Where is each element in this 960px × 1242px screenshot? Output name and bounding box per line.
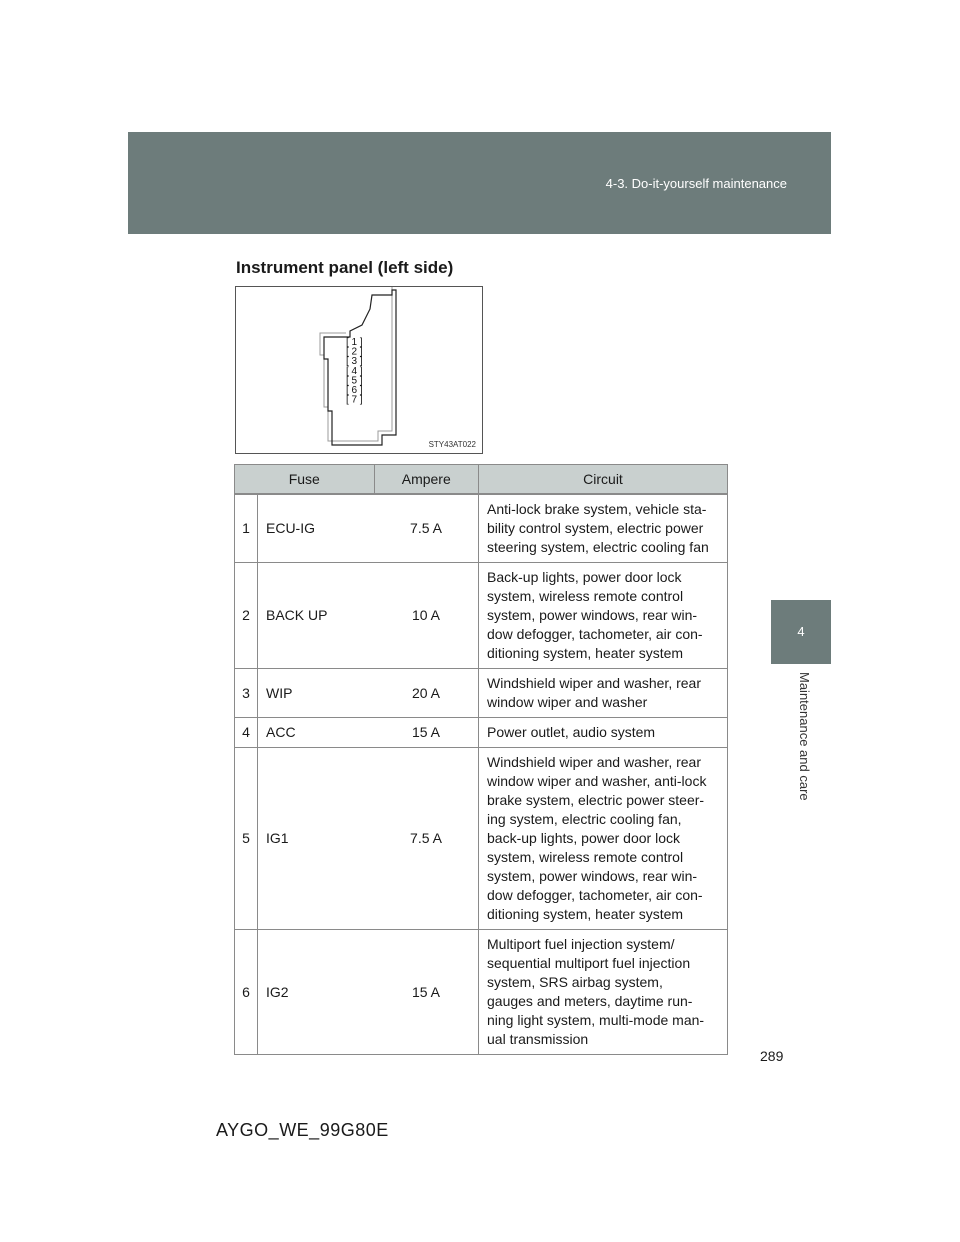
fuse-slots: [346, 337, 363, 406]
fuse-circuit: Back-up lights, power door lock system, wireless remote control system, power windows, rear win- dow defogger, tachometer, air con- ditioning system, heater system: [479, 563, 728, 669]
table-row: [235, 930, 728, 1055]
fuse-name: WIP: [258, 669, 375, 718]
fuse-ampere: 20 A: [374, 669, 479, 718]
fuse-number: 6: [235, 930, 258, 1055]
chapter-number: 4: [797, 624, 805, 639]
fuse-ampere: 15 A: [374, 718, 479, 748]
document-code: AYGO_WE_99G80E: [216, 1120, 389, 1140]
fuse-number: 2: [235, 563, 258, 669]
fuse-name: IG2: [258, 930, 375, 1055]
figure-code: STY43AT022: [428, 440, 476, 449]
fuse-number: 3: [235, 669, 258, 718]
header-fuse: Fuse: [235, 465, 375, 495]
fuse-slot-label: [ 2 ]: [346, 346, 363, 358]
table-row: [235, 718, 728, 748]
section-title: Instrument panel (left side): [236, 258, 454, 277]
fuse-circuit: Multiport fuel injection system/ sequential multiport fuel injection system, SRS airbag system, gauges and meters, daytime run- ning light system, multi-mode man- ual transmission: [479, 930, 728, 1055]
fuse-ampere: 15 A: [374, 930, 479, 1055]
fuse-slot-label: [ 4 ]: [346, 365, 363, 377]
fuse-circuit: Windshield wiper and washer, rear window wiper and washer, anti-lock brake system, electric power steer- ing system, electric cooling fan, back-up lights, power door lock system, wireless remote control system, power windows, rear win- dow defogger, tachometer, air con- ditioning system, heater system: [479, 748, 728, 930]
header-ampere: Ampere: [374, 465, 479, 495]
fuse-ampere: 10 A: [374, 563, 479, 669]
fuse-ampere: 7.5 A: [374, 748, 479, 930]
fuse-number: 5: [235, 748, 258, 930]
table-row: [235, 748, 728, 930]
fuse-ampere: 7.5 A: [374, 494, 479, 563]
chapter-tab: [771, 600, 831, 664]
fuse-slot-label: [ 5 ]: [346, 375, 363, 387]
table-row: [235, 563, 728, 669]
fuse-slot-label: [ 7 ]: [346, 394, 363, 406]
fuse-table: [234, 464, 728, 1055]
fuse-box-diagram: [236, 287, 482, 453]
table-row: [235, 669, 728, 718]
header-section-title: 4-3. Do-it-yourself maintenance: [605, 176, 787, 191]
fuse-box-figure: [235, 286, 483, 454]
chapter-label: Maintenance and care: [797, 672, 812, 801]
fuse-slot-label: [ 1 ]: [346, 337, 363, 348]
table-row: [235, 494, 728, 563]
page-header: [128, 132, 831, 234]
fuse-circuit: Anti-lock brake system, vehicle sta- bility control system, electric power steering system, electric cooling fan: [479, 494, 728, 563]
table-header-row: [235, 465, 728, 495]
fuse-name: ECU-IG: [258, 494, 375, 563]
fuse-name: ACC: [258, 718, 375, 748]
fuse-number: 4: [235, 718, 258, 748]
header-circuit: Circuit: [479, 465, 728, 495]
fuse-number: 1: [235, 494, 258, 563]
page-number: 289: [760, 1048, 784, 1064]
fuse-circuit: Power outlet, audio system: [479, 718, 728, 748]
fuse-name: BACK UP: [258, 563, 375, 669]
fuse-name: IG1: [258, 748, 375, 930]
fuse-circuit: Windshield wiper and washer, rear window wiper and washer: [479, 669, 728, 718]
fuse-slot-label: [ 3 ]: [346, 356, 363, 368]
fuse-slot-label: [ 6 ]: [346, 385, 363, 396]
